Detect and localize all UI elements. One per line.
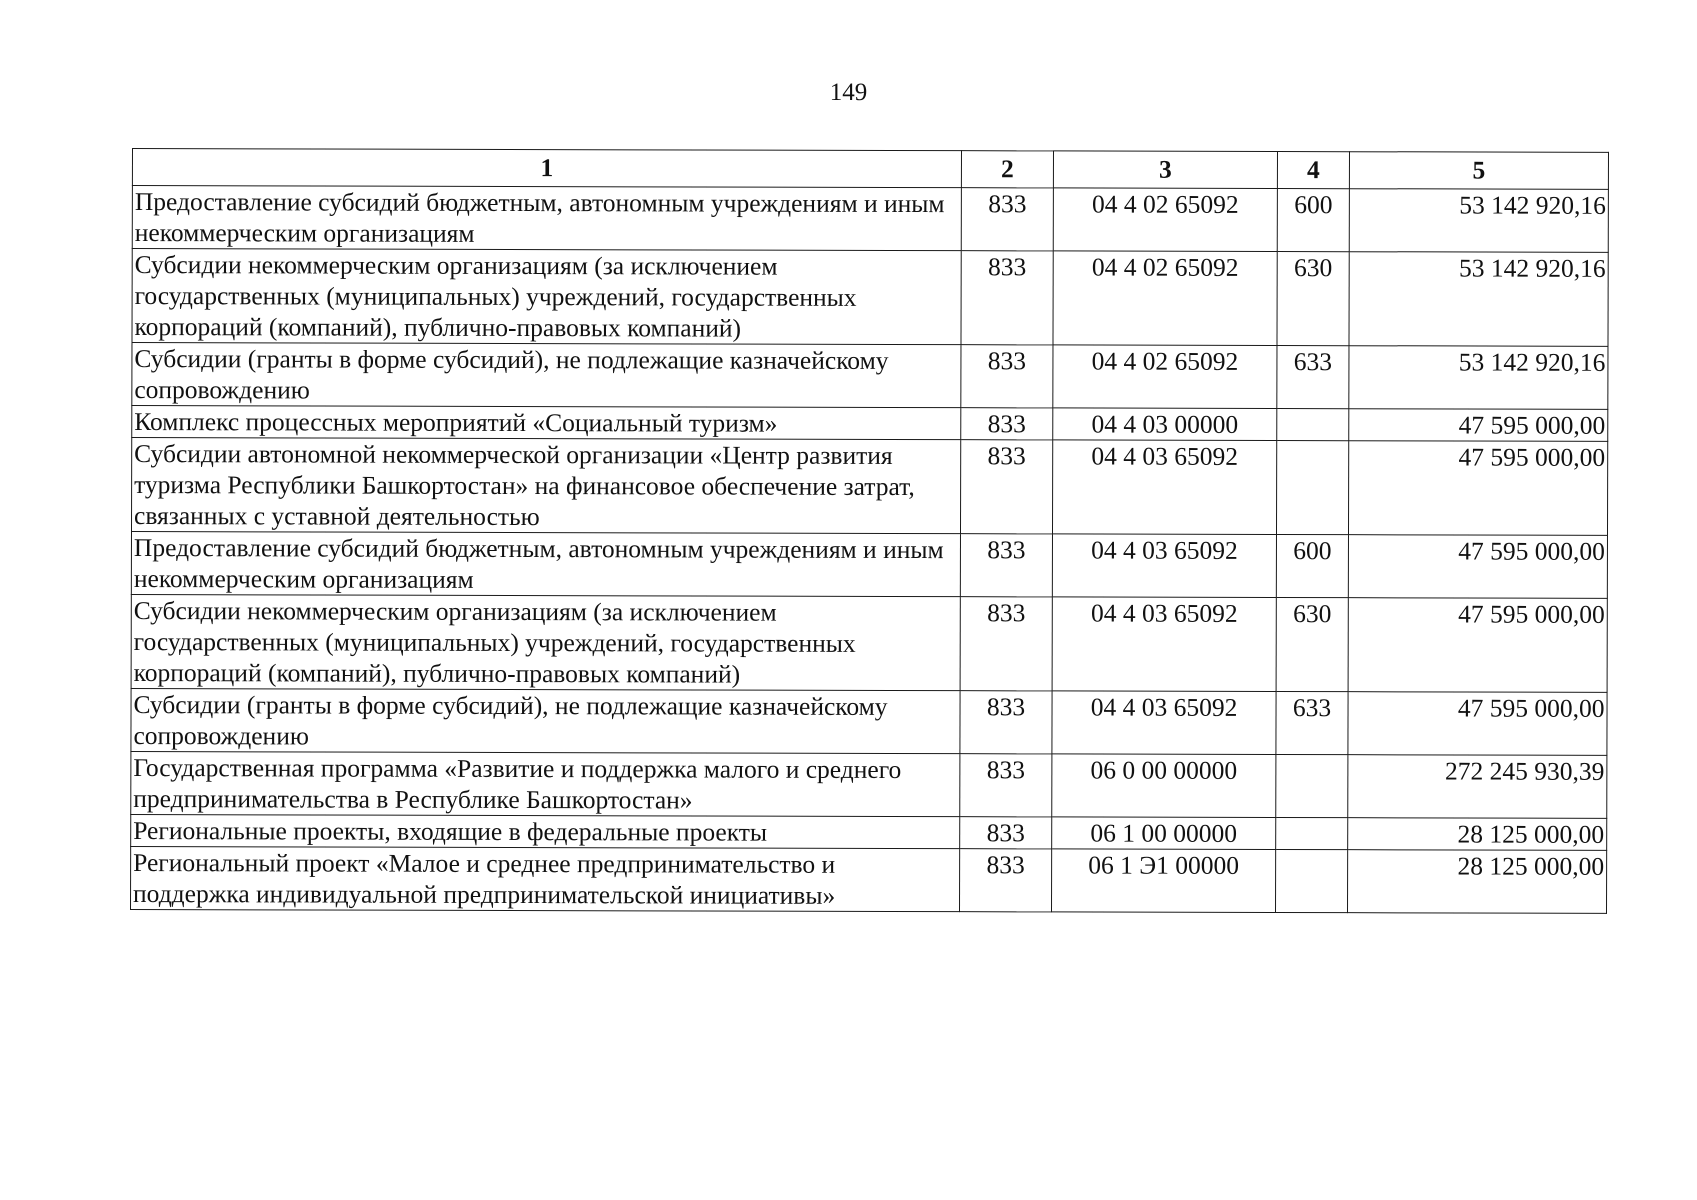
row-col2: 833 (961, 188, 1053, 251)
row-col4: 633 (1276, 691, 1348, 754)
row-col2: 833 (960, 849, 1052, 912)
row-col2: 833 (960, 817, 1052, 849)
table-row (132, 343, 1608, 410)
row-name: Государственная программа «Развитие и поддержка малого и среднего предпринимательства в Республике Башкортостан» (131, 751, 960, 816)
header-col-1: 1 (132, 149, 961, 188)
table-body (131, 186, 1609, 914)
table-row (132, 406, 1608, 442)
table-row (131, 688, 1607, 755)
row-name: Региональные проекты, входящие в федеральные проекты (131, 814, 960, 848)
row-name: Субсидии некоммерческим организациям (за исключением государственных (муниципальных) учреждений, государственных корпораций (компаний), публично-правовых компаний) (132, 249, 961, 345)
row-col4: 630 (1276, 597, 1348, 691)
header-col-2: 2 (961, 151, 1053, 188)
row-col5: 47 595 000,00 (1348, 535, 1607, 599)
row-col4 (1276, 817, 1348, 849)
row-name: Субсидии некоммерческим организациям (за исключением государственных (муниципальных) учреждений, государственных корпораций (компаний), публично-правовых компаний) (131, 594, 960, 690)
document-sheet (130, 148, 1608, 914)
row-col4: 600 (1277, 188, 1349, 251)
row-col5: 47 595 000,00 (1348, 598, 1607, 693)
table-row (131, 846, 1607, 913)
row-name: Субсидии (гранты в форме субсидий), не подлежащие казначейскому сопровождению (131, 688, 960, 753)
header-row (132, 149, 1608, 190)
row-name: Предоставление субсидий бюджетным, автономным учреждениям и иным некоммерческим организациям (131, 532, 960, 597)
row-name: Региональный проект «Малое и среднее предпринимательство и поддержка индивидуальной предпринимательской инициативы» (131, 846, 960, 911)
table-row (132, 249, 1608, 347)
row-name: Субсидии автономной некоммерческой организации «Центр развития туризма Республики Башкортостан» на финансовое обеспечение затрат, связанных с уставной деятельностью (131, 438, 960, 534)
table-row (131, 814, 1607, 850)
table-row (132, 186, 1608, 253)
header-col-5: 5 (1349, 152, 1608, 190)
row-col2: 833 (961, 345, 1053, 408)
row-col4 (1277, 408, 1349, 440)
row-col4 (1276, 754, 1348, 817)
row-col4 (1276, 849, 1348, 912)
table-row (131, 751, 1607, 818)
row-col5: 53 142 920,16 (1349, 189, 1608, 253)
page-number: 149 (829, 79, 868, 106)
row-col4: 630 (1277, 251, 1349, 345)
row-col3: 04 4 03 65092 (1052, 691, 1276, 755)
row-col2: 833 (960, 754, 1052, 817)
header-col-4: 4 (1277, 151, 1349, 188)
row-col5: 53 142 920,16 (1349, 346, 1608, 410)
row-col3: 06 1 00 00000 (1052, 817, 1276, 850)
row-col5: 28 125 000,00 (1348, 850, 1607, 914)
row-col3: 04 4 02 65092 (1053, 345, 1277, 409)
row-name: Субсидии (гранты в форме субсидий), не подлежащие казначейскому сопровождению (132, 343, 961, 408)
row-col5: 53 142 920,16 (1349, 252, 1608, 347)
table-row (131, 594, 1607, 692)
row-col3: 04 4 03 65092 (1052, 534, 1276, 598)
table-header (132, 149, 1608, 190)
row-col3: 06 1 Э1 00000 (1052, 849, 1276, 913)
row-col5: 28 125 000,00 (1348, 818, 1607, 851)
row-col2: 833 (960, 691, 1052, 754)
row-col3: 04 4 03 65092 (1052, 597, 1276, 692)
row-col3: 04 4 02 65092 (1053, 188, 1277, 252)
row-col5: 272 245 930,39 (1348, 755, 1607, 819)
row-col2: 833 (961, 408, 1053, 440)
row-name: Комплекс процессных мероприятий «Социальный туризм» (132, 406, 961, 440)
row-col3: 04 4 03 65092 (1052, 440, 1276, 535)
row-col3: 06 0 00 00000 (1052, 754, 1276, 818)
row-col3: 04 4 03 00000 (1053, 408, 1277, 441)
row-col2: 833 (961, 251, 1053, 345)
row-col4: 600 (1276, 534, 1348, 597)
row-name: Предоставление субсидий бюджетным, автономным учреждениям и иным некоммерческим организациям (132, 186, 961, 251)
table-row (131, 532, 1607, 599)
row-col2: 833 (960, 597, 1052, 691)
row-col3: 04 4 02 65092 (1053, 251, 1277, 346)
table-row (131, 438, 1607, 536)
row-col4 (1276, 440, 1348, 534)
row-col2: 833 (960, 440, 1052, 534)
budget-table (130, 148, 1609, 914)
row-col4: 633 (1277, 345, 1349, 408)
row-col5: 47 595 000,00 (1348, 692, 1607, 756)
header-col-3: 3 (1053, 151, 1277, 189)
row-col2: 833 (960, 534, 1052, 597)
row-col5: 47 595 000,00 (1349, 409, 1608, 442)
row-col5: 47 595 000,00 (1348, 441, 1607, 536)
